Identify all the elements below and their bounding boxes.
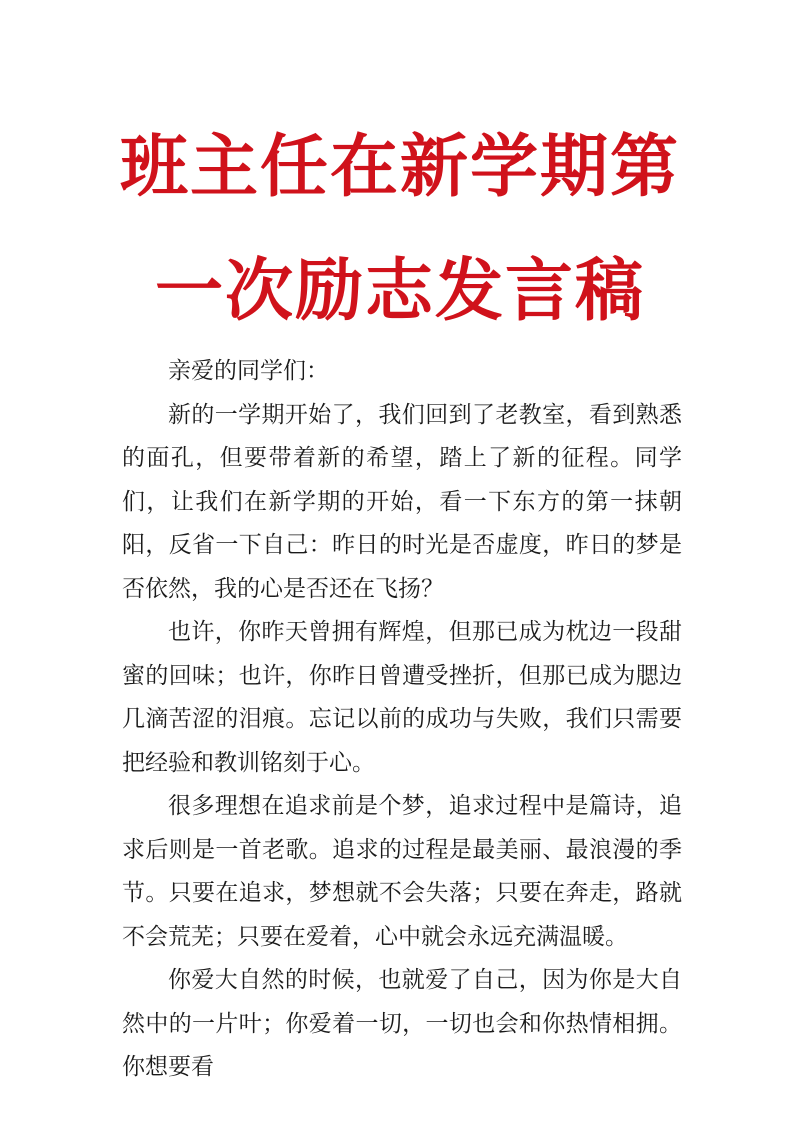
paragraph-1: 新的一学期开始了，我们回到了老教室，看到熟悉的面孔，但要带着新的希望，踏上了新的征程。同学们，让我们在新学期的开始，看一下东方的第一抹朝阳，反省一下自己：昨日的时光是否虚度，昨日的梦是否依然，我的心是否还在飞扬？ — [122, 401, 682, 602]
paragraph-4: 你爱大自然的时候，也就爱了自己，因为你是大自然中的一片叶；你爱着一切，一切也会和你热情相拥。你想要看 — [122, 967, 682, 1080]
document-title-line-1: 班主任在新学期第 — [119, 128, 680, 207]
document-title-line-2: 一次励志发言稿 — [154, 252, 645, 331]
paragraph-3: 很多理想在追求前是个梦，追求过程中是篇诗，追求后则是一首老歌。追求的过程是最美丽、最浪漫的季节。只要在追求，梦想就不会失落；只要在奔走，路就不会荒芜；只要在爱着，心中就会永远充满温暖。 — [122, 793, 682, 950]
paragraph-2: 也许，你昨天曾拥有辉煌，但那已成为枕边一段甜蜜的回味；也许，你昨日曾遭受挫折，但那已成为腮边几滴苦涩的泪痕。忘记以前的成功与失败，我们只需要把经验和教训铭刻于心。 — [122, 619, 682, 776]
salutation: 亲爱的同学们： — [168, 358, 329, 384]
document-body — [122, 350, 682, 1090]
